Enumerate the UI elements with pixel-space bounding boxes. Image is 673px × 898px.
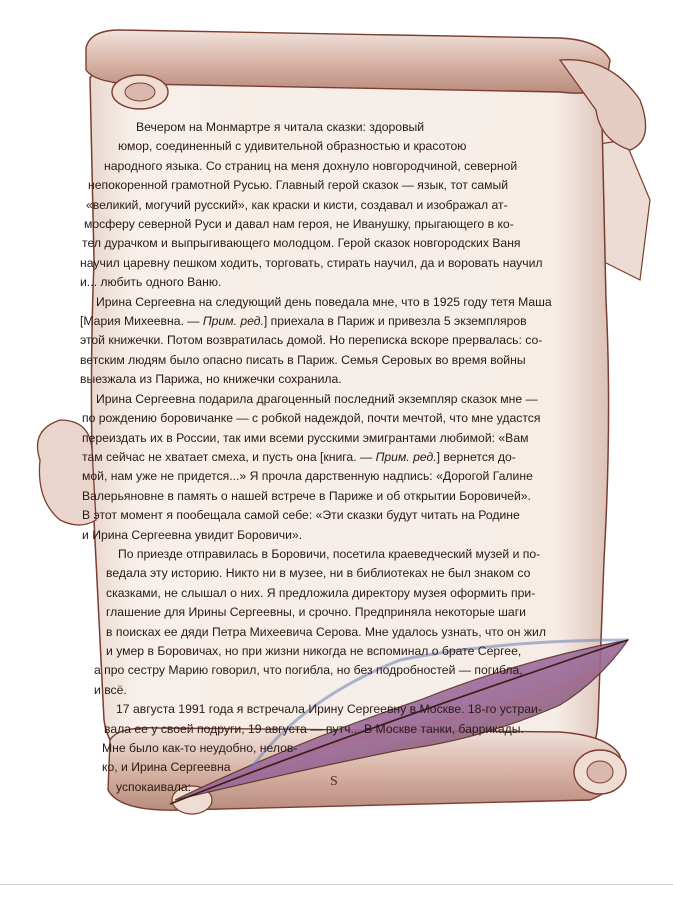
text-line: тел дурачком и выпрыгивающего молодцом. Герой сказок новгородских Ваня [82, 236, 521, 251]
text-line: вала ее у своей подруги, 19 августа — путч... В Москве танки, баррикады. [104, 721, 524, 736]
text-line: успокаивала: [116, 779, 192, 794]
page-number: S [330, 774, 338, 789]
text-line: ведала эту историю. Никто ни в музее, ни в библиотеках не был знаком со [106, 566, 531, 581]
text-line: выезжала из Парижа, но книжечки сохранила. [80, 372, 342, 387]
text-line: [Мария Михеевна. — Прим. ред.] приехала в Париж и привезла 5 экземпляров [80, 314, 527, 329]
paragraph [78, 118, 564, 293]
story-text [78, 118, 564, 797]
text-line: ко, и Ирина Сергеевна [102, 760, 231, 775]
text-line: по рождению боровичанке — с робкой надеждой, почти мечтой, что мне удастся [82, 411, 541, 426]
text-line: и... любить одного Ваню. [80, 275, 222, 290]
text-line: научил царевну пешком ходить, торговать, стирать научил, да и воровать научил [80, 255, 543, 270]
text-line: переиздать их в России, так ими всеми русскими эмигрантами любимой: «Вам [82, 430, 529, 445]
text-line: Ирина Сергеевна на следующий день поведала мне, что в 1925 году тетя Маша [96, 294, 552, 309]
text-line: мой, нам уже не придется...» Я прочла дарственную надпись: «Дорогой Галине [82, 469, 533, 484]
text-line: В этот момент я пообещала самой себе: «Эти сказки будут читать на Родине [82, 508, 520, 523]
text-line: непокоренной грамотной Русью. Главный герой сказок — язык, тот самый [88, 178, 509, 193]
text-line: глашение для Ирины Сергеевны, и срочно. Предприняла некоторые шаги [106, 605, 526, 620]
text-line: а про сестру Марию говорил, что погибла, но без подробностей — погибла, [94, 663, 523, 678]
text-line: и Ирина Сергеевна увидит Боровичи». [82, 527, 303, 542]
text-line: и всё. [94, 682, 127, 697]
text-line: Вечером на Монмартре я читала сказки: здоровый [136, 120, 425, 134]
paragraph [78, 390, 564, 545]
text-line: Мне было как-то неудобно, нелов- [102, 741, 298, 755]
text-line: По приезде отправилась в Боровичи, посетила краеведческий музей и по- [118, 546, 541, 561]
text-line: сказками, не слышал о них. Я предложила директору музея оформить при- [106, 585, 536, 600]
text-line: юмор, соединенный с удивительной образностью и красотою [118, 139, 467, 154]
paragraph [78, 700, 564, 797]
text-line: «великий, могучий русский», как краски и кисти, создавал и изображал ат- [86, 197, 508, 212]
text-line: Ирина Сергеевна подарила драгоценный последний экземпляр сказок мне — [96, 391, 538, 406]
text-line: в поисках ее дяди Петра Михеевича Серова. Мне удалось узнать, что он жил [106, 624, 546, 639]
text-line: народного языка. Со страниц на меня дохнуло новгородчиной, северной [104, 158, 518, 173]
paragraph [78, 293, 564, 390]
text-line: Валерьяновне в память о нашей встрече в Париже и об открытии Боровичей». [82, 488, 531, 503]
bottom-divider [0, 884, 673, 885]
paragraph [78, 545, 564, 700]
text-line: мосферу северной Руси и давал нам героя, не Иванушку, прыгающего в ко- [84, 217, 514, 232]
text-line: 17 августа 1991 года я встречала Ирину Сергеевну в Москве. 18-го устраи- [116, 702, 542, 717]
text-line: этой книжечки. Потом возвратилась домой. Но переписка вскоре прервалась: со- [80, 333, 543, 348]
text-line: там сейчас не хватает смеха, и пусть она [книга. — Прим. ред.] вернется до- [82, 449, 516, 464]
text-line: и умер в Боровичах, но при жизни никогда не вспоминал о брате Сергее, [106, 643, 522, 658]
text-line: ветским людям было опасно писать в Париж. Семья Серовых во время войны [80, 352, 526, 367]
